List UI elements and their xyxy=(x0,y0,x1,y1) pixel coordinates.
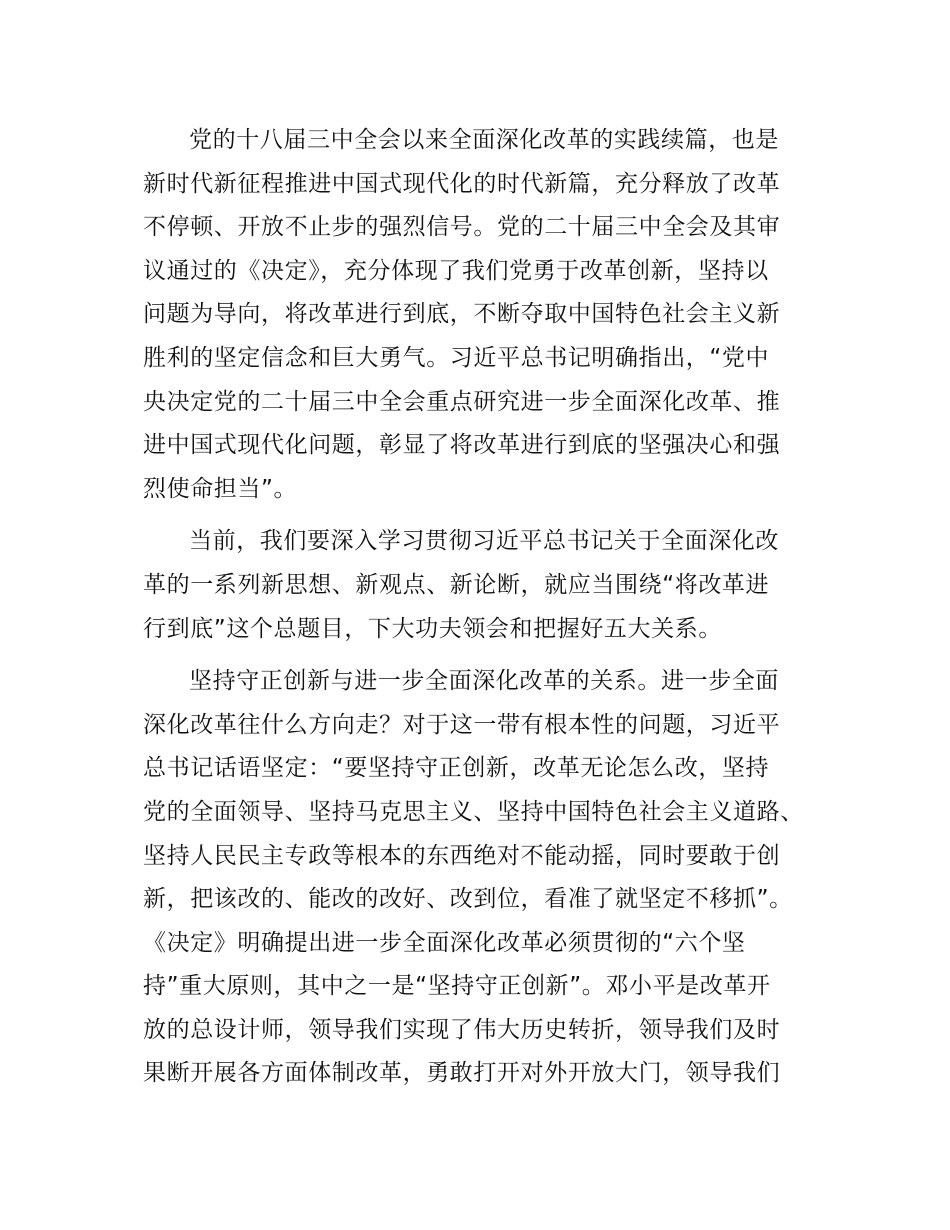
paragraph-1 xyxy=(143,119,811,511)
text-line: 央决定党的二十届三中全会重点研究进一步全面深化改革、推 xyxy=(143,388,781,415)
text-line: 党的全面领导、坚持马克思主义、坚持中国特色社会主义道路、 xyxy=(143,798,804,825)
text-line: 议通过的《决定》，充分体现了我们党勇于改革创新，坚持以 xyxy=(143,257,769,284)
text-line: 不停顿、开放不止步的强烈信号。党的二十届三中全会及其审 xyxy=(143,214,781,241)
text-line: 总书记话语坚定：“要坚持守正创新，改革无论怎么改，坚持 xyxy=(143,755,770,782)
text-line: 《决定》明确提出进一步全面深化改革必须贯彻的“六个坚 xyxy=(143,929,746,956)
text-line: 新，把该改的、能改的改好、改到位，看准了就坚定不移抓”。 xyxy=(143,886,793,913)
text-line: 行到底”这个总题目，下大功夫领会和把握好五大关系。 xyxy=(143,615,722,642)
text-line: 当前，我们要深入学习贯彻习近平总书记关于全面深化改 xyxy=(189,528,779,555)
text-line: 新时代新征程推进中国式现代化的时代新篇，充分释放了改革 xyxy=(143,170,781,197)
text-line: 革的一系列新思想、新观点、新论断，就应当围绕“将改革进 xyxy=(143,571,770,598)
text-line: 果断开展各方面体制改革，勇敢打开对外开放大门，领导我们 xyxy=(143,1060,781,1087)
document-page xyxy=(143,119,811,1105)
text-line: 党的十八届三中全会以来全面深化改革的实践续篇，也是 xyxy=(189,127,779,153)
paragraph-3 xyxy=(143,660,811,1096)
text-line: 进中国式现代化问题，彰显了将改革进行到底的坚强决心和强 xyxy=(143,432,781,459)
text-line: 持”重大原则，其中之一是“坚持守正创新”。邓小平是改革开 xyxy=(143,973,771,1000)
text-line: 放的总设计师，领导我们实现了伟大历史转折，领导我们及时 xyxy=(143,1016,781,1043)
text-line: 深化改革往什么方向走？对于这一带有根本性的问题，习近平 xyxy=(143,711,781,738)
paragraph-2 xyxy=(143,520,811,651)
text-line: 胜利的坚定信念和巨大勇气。习近平总书记明确指出，“党中 xyxy=(143,344,770,371)
text-line: 问题为导向，将改革进行到底，不断夺取中国特色社会主义新 xyxy=(143,301,781,328)
text-line: 烈使命担当”。 xyxy=(143,475,298,502)
text-line: 坚持守正创新与进一步全面深化改革的关系。进一步全面 xyxy=(189,668,779,695)
text-line: 坚持人民民主专政等根本的东西绝对不能动摇，同时要敢于创 xyxy=(143,842,781,869)
